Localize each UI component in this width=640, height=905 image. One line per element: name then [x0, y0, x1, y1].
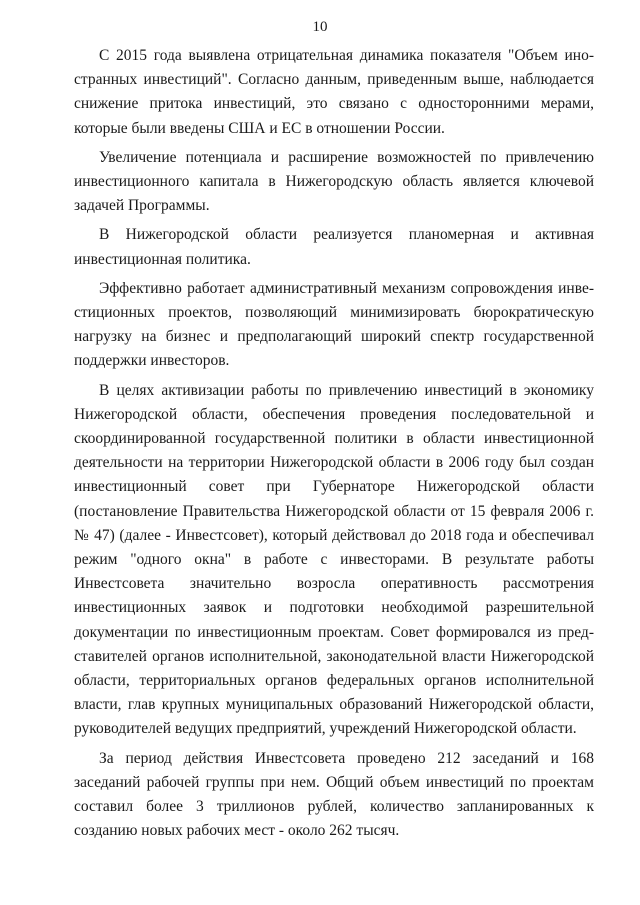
document-body [74, 44, 594, 849]
paragraph-investment-potential: Увеличение потенциала и расширение возможностей по привлечению инвестиционного капитала в Нижегородскую область является ключевой задачей Программы. [74, 148, 594, 215]
paragraph-investment-council: В целях активизации работы по привлечению инвестиций в экономику Нижегородской области, обеспечения проведения последовательной и скоординированной государственной политики в области инвестиционной деятельности на территории Нижегородской области в 2006 году был создан инвестиционный совет при Губернаторе Нижегородской области (постановление Правительства Нижегородской области от 15 февраля 2006 г. № 47) (далее - Инвестсовет), который действовал до 2018 года и обеспечивал режим "одного окна" в работе с инвесторами. В результате работы Инвестсовета значительно возросла оперативность рассмотрения инвестиционных заявок и подготовки необходимой разрешительной документации по инвестиционным проектам. Совет формировался из представителей органов исполнительной, законодательной власти Нижегородской области, территориальных органов федеральных органов исполнительной власти, глав крупных муниципальных образований Нижегородской области, руководителей ведущих предприятий, учреждений Нижегородской области. [74, 381, 594, 738]
page-number: 10 [312, 19, 328, 35]
paragraph-investment-policy: В Нижегородской области реализуется планомерная и активная инвестиционная политика. [74, 226, 594, 268]
paragraph-council-results: За период действия Инвестсовета проведено 212 заседаний и 168 заседаний рабочей группы при нем. Общий объем инвестиций по проектам составил более 3 триллионов рублей, количество запланированных к созданию новых рабочих мест - около 262 тысяч. [74, 749, 594, 840]
paragraph-foreign-investment-dynamics: С 2015 года выявлена отрицательная динамика показателя "Объем иностранных инвестиций". Согласно данным, приведенным выше, наблюдается снижение притока инвестиций, это связано с односторонними мерами, которые были введены США и ЕС в отношении России. [74, 47, 594, 137]
paragraph-administrative-mechanism: Эффективно работает административный механизм сопровождения инвестиционных проектов, позволяющий минимизировать бюрократическую нагрузку на бизнес и предполагающий широкий спектр государственной поддержки инвесторов. [74, 279, 594, 370]
